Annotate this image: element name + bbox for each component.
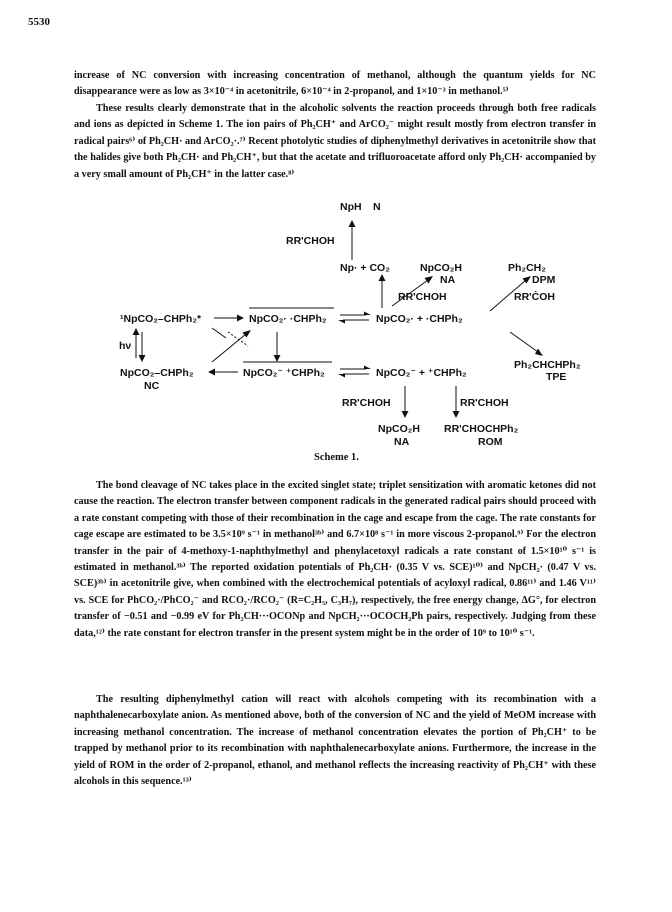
scheme-hv: hν bbox=[119, 340, 132, 352]
paragraph-4: The resulting diphenylmethyl cation will react with alcohols competing with its recombination with a naphthalenecarboxylate anion. As mentioned above, both of the conversion of NC and the yield of MeOM increase with increasing methanol concentration. The increase of methanol concentration elevates the portion of Ph₂CH⁺ to be trapped by methanol prior to its recombination with naphthalenecarboxylate anions. Furthermore, the increase in the yield of ROM in the order of 2-propanol, ethanol, and methanol reflects the increasing reactivity of Ph₂CH⁺ with these alcohols in this sequence.¹³⁾ bbox=[74, 694, 596, 788]
scheme-ground-state: NpCO₂–CHPh₂ bbox=[120, 367, 194, 379]
arrowhead-down-npco2h bbox=[402, 411, 409, 418]
scheme-rrcoh: RR'ĊOH bbox=[514, 291, 555, 303]
arrowhead-eq-radicals-fwd bbox=[364, 312, 371, 316]
scheme-radical-pair: NpCO₂· ·CHPh₂ bbox=[249, 313, 327, 325]
arrowhead-eq-ions-fwd bbox=[364, 366, 371, 370]
scheme-ion-pair: NpCO₂⁻ ⁺CHPh₂ bbox=[243, 367, 325, 379]
scheme-n: N bbox=[373, 201, 381, 213]
scheme-rrchoh-right: RR'CHOH bbox=[460, 397, 509, 409]
scheme-rrchoh-mid: RR'CHOH bbox=[398, 291, 447, 303]
arrowhead-singlet bbox=[237, 315, 244, 322]
scheme-free-ions: NpCO₂⁻ + ⁺CHPh₂ bbox=[376, 367, 467, 379]
page-number: 5530 bbox=[28, 16, 50, 28]
scheme-rrchoh-top: RR'CHOH bbox=[286, 235, 335, 247]
scheme-ph2ch2: Ph₂CH₂ bbox=[508, 262, 546, 274]
scheme-npco2h-top: NpCO₂H bbox=[420, 262, 462, 274]
scheme-dpm: DPM bbox=[532, 274, 556, 286]
arrow-to-tpe bbox=[510, 332, 538, 352]
scheme-tpe: TPE bbox=[546, 371, 567, 383]
scheme-1-diagram bbox=[0, 196, 672, 478]
arrow-ion-to-radical bbox=[212, 334, 246, 362]
arrowhead-diag-npco2h bbox=[425, 276, 434, 284]
scheme-nph: NpH bbox=[340, 201, 362, 213]
arrowhead-eq-radicals-back bbox=[338, 320, 345, 324]
scheme-caption: Scheme 1. bbox=[314, 452, 359, 463]
arrowhead-hv-down bbox=[139, 355, 146, 362]
paragraph-1: increase of NC conversion with increasing concentration of methanol, although the quantum yields for NC disappearance were as low as 3×10⁻⁴ in acetonitrile, 6×10⁻⁴ in 2-propanol, and 1×10⁻³ in methanol.⁵⁾ bbox=[74, 70, 596, 98]
arrowhead-radical-pair-down bbox=[274, 355, 281, 362]
scheme-npco2h-bottom: NpCO₂H bbox=[378, 423, 420, 435]
paragraph-2: These results clearly demonstrate that in the alcoholic solvents the reaction proceeds through both free radicals and ions as depicted in Scheme 1. The ion pairs of Ph₂CH⁺ and ArCO₂⁻ might result mostly from electron transfer in radical pairs⁶⁾ of Ph₂CH· and ArCO₂·.⁷⁾ Recent photolytic studies of diphenylmethyl derivatives in acetonitrile show that the halides give both Ph₂CH· and Ph₂CH⁺, but that the acetate and trifluoroacetate afford only Ph₂CH· accompanied by a very small amount of Ph₂CH⁺ in the latter case.⁸⁾ bbox=[74, 103, 596, 180]
arrowhead-eq-ions-back bbox=[338, 374, 345, 378]
arrowhead-ion-to-ground bbox=[208, 369, 215, 376]
paragraph-3: The bond cleavage of NC takes place in the excited singlet state; triplet sensitization with aromatic ketones did not cause the reaction. The electron transfer between component radicals in the generated radical pairs should proceed with a rate constant competing with those of their recombination in the cage and escape from the cage. The rate constants for cage escape are estimated to be 3.5×10⁹ s⁻¹ in methanol³ᵇ⁾ and 6.7×10⁸ s⁻¹ in more viscous 2-propanol.⁹⁾ For the electron transfer in the pair of 4-methoxy-1-naphthylmethyl and phenylacetoxyl radicals a rate constant of 1.5×10¹⁰ s⁻¹ is estimated in methanol.³ᵇ⁾ The reported oxidation potentials of Ph₂CH· (0.35 V vs. SCE)¹⁰⁾ and NpCH₂· (0.47 V vs. SCE)³ᵇ⁾ in acetonitrile give, when combined with the electrochemical potentials of acyloxyl radical, 0.86¹¹⁾ and 1.46 V¹¹⁾ vs. SCE for PhCO₂·/PhCO₂⁻ and RCO₂·/RCO₂⁻ (R=C₂H₅, C₃H₇), respectively, the free energy change, ΔG°, for electron transfer of −0.51 and −0.99 eV for Ph₂CH···OCONp and NpCH₂···OCOCH₂Ph pairs, respectively. Judging from these data,¹²⁾ the rate constant for electron transfer in the present system might be in the order of 10⁹ to 10¹⁰ s⁻¹. bbox=[74, 480, 596, 639]
scheme-tpe-formula: Ph₂CHCHPh₂ bbox=[514, 359, 581, 371]
arrowhead-hv-up bbox=[133, 328, 140, 335]
arrowhead-up-nph bbox=[349, 220, 356, 227]
scheme-rom: ROM bbox=[478, 436, 503, 448]
arrowhead-to-tpe bbox=[535, 349, 543, 357]
scheme-rrchochph2: RR'CHOCHPh₂ bbox=[444, 423, 519, 435]
scheme-na-top: NA bbox=[440, 274, 456, 286]
arrowhead-down-rom bbox=[453, 411, 460, 418]
scheme-na-bottom: NA bbox=[394, 436, 410, 448]
scheme-rrchoh-left: RR'CHOH bbox=[342, 397, 391, 409]
scheme-np-co2: Np· + CO₂ bbox=[340, 262, 390, 274]
arrowhead-up-np bbox=[379, 274, 386, 281]
scheme-nc: NC bbox=[144, 380, 160, 392]
arrow-radical-to-ground-solid bbox=[212, 328, 226, 338]
scheme-singlet-excited: ¹NpCO₂–CHPh₂* bbox=[120, 313, 202, 325]
scheme-free-radicals: NpCO₂· + ·CHPh₂ bbox=[376, 313, 463, 325]
